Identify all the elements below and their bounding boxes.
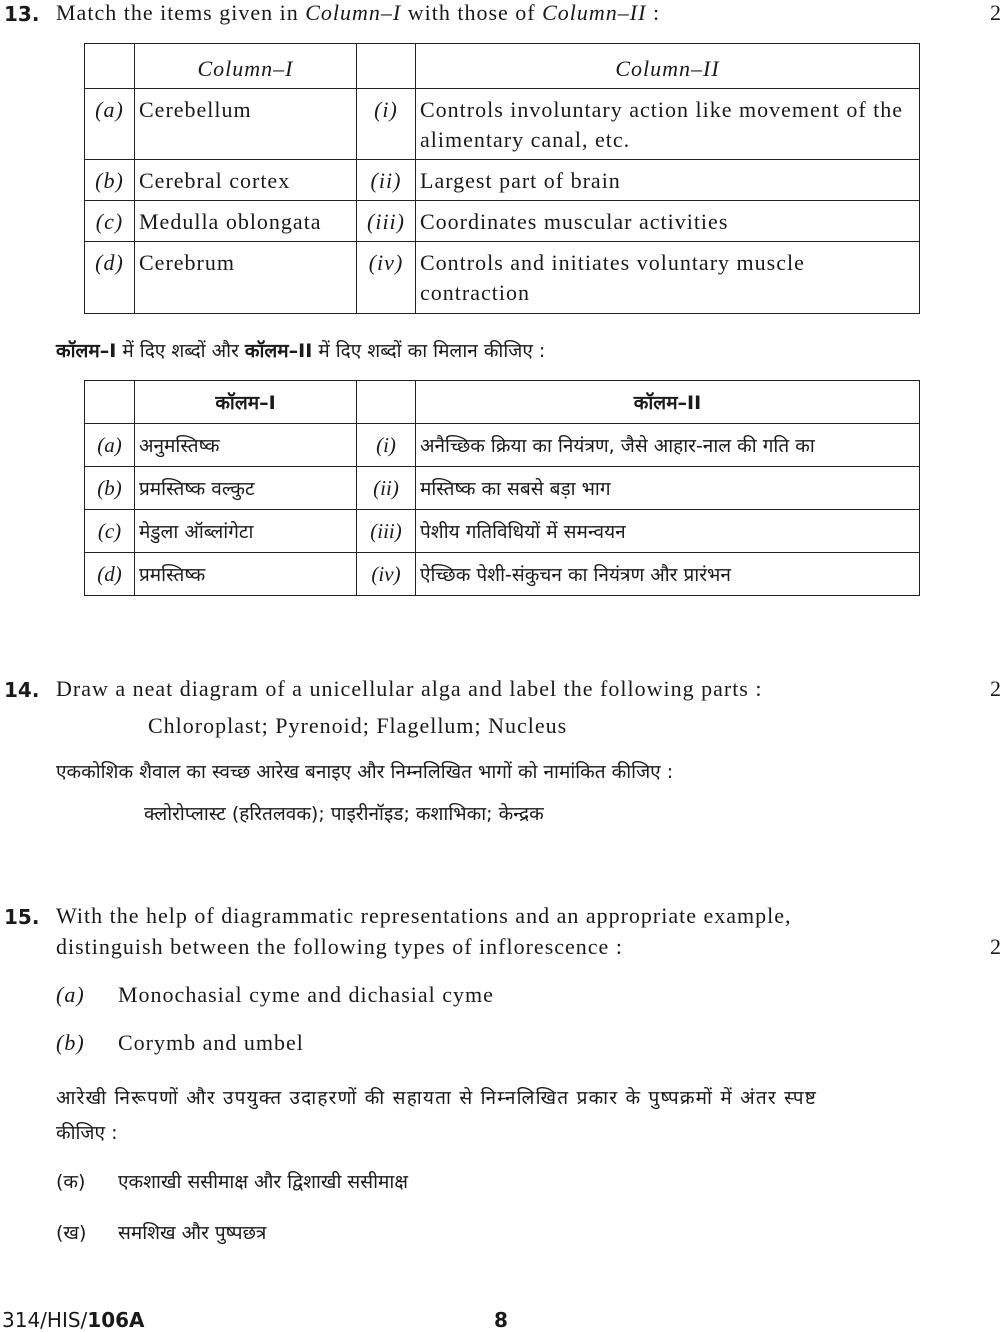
row-label: (d) — [85, 242, 135, 314]
column-2-item: ऐच्छिक पेशी-संकुचन का नियंत्रण और प्रारंभन — [416, 553, 920, 596]
hindi-prompt-col2: कॉलम–II — [244, 340, 313, 362]
column-2-item: Largest part of brain — [416, 160, 920, 201]
column-1-item: प्रमस्तिष्क — [135, 553, 357, 596]
column-1-item: अनुमस्तिष्क — [135, 424, 357, 467]
paper-code — [2, 1308, 145, 1332]
question-14-number: 14. — [4, 678, 40, 702]
row-label: (d) — [85, 553, 135, 596]
table-header-row — [85, 44, 920, 89]
column-1-item: प्रमस्तिष्क वल्कुट — [135, 467, 357, 510]
table-row — [85, 201, 920, 242]
hindi-sub-item-a-label: (क) — [56, 1171, 86, 1193]
question-15-number: 15. — [4, 905, 40, 929]
column-2-item: अनैच्छिक क्रिया का नियंत्रण, जैसे आहार-नाल की गति का — [416, 424, 920, 467]
column-1-item: Cerebellum — [135, 89, 357, 160]
hindi-prompt-col1: कॉलम–I — [56, 340, 117, 362]
hindi-sub-item-b-text: समशिख और पुष्पछत्र — [118, 1222, 267, 1244]
column-1-header: Column–I — [135, 44, 357, 89]
question-14-marks: 2 — [990, 676, 1001, 701]
question-13-marks: 2 — [990, 0, 1001, 25]
q13-prompt-end: : — [652, 0, 661, 25]
row-label: (c) — [85, 510, 135, 553]
column-2-header: Column–II — [416, 44, 920, 89]
table-row — [85, 467, 920, 510]
english-match-table — [84, 43, 920, 314]
row-label: (i) — [357, 89, 416, 160]
row-label: (ii) — [357, 160, 416, 201]
table-row — [85, 89, 920, 160]
hindi-question-13-prompt — [56, 337, 545, 363]
column-1-header: कॉलम–I — [135, 381, 357, 424]
q13-prompt-mid: with those of — [407, 0, 536, 25]
question-14-line-1: Draw a neat diagram of a unicellular alga and label the following parts : — [56, 676, 763, 701]
question-13-number: 13. — [4, 2, 40, 26]
row-label: (i) — [357, 424, 416, 467]
hindi-sub-item-a-text: एकशाखी ससीमाक्ष और द्विशाखी ससीमाक्ष — [118, 1171, 408, 1193]
question-15-line-1: With the help of diagrammatic representations and an appropriate example, — [56, 903, 792, 928]
column-1-item: Cerebrum — [135, 242, 357, 314]
page-number: 8 — [494, 1308, 508, 1332]
table-row — [85, 424, 920, 467]
column-1-item: मेडुला ऑब्लांगेटा — [135, 510, 357, 553]
hindi-question-15-line-2: कीजिए : — [56, 1122, 118, 1144]
row-label: (b) — [85, 467, 135, 510]
hindi-sub-item-b-label: (ख) — [56, 1222, 87, 1244]
sub-item-b-text: Corymb and umbel — [118, 1030, 304, 1055]
hindi-question-15-line-1: आरेखी निरूपणों और उपयुक्त उदाहरणों की सहायता से निम्नलिखित प्रकार के पुष्पक्रमों में अंतर स्पष्ट — [56, 1087, 817, 1109]
question-15-marks: 2 — [990, 934, 1001, 959]
column-2-item: पेशीय गतिविधियों में समन्वयन — [416, 510, 920, 553]
hindi-question-14-line-1: एककोशिक शैवाल का स्वच्छ आरेख बनाइए और निम्नलिखित भागों को नामांकित कीजिए : — [56, 761, 674, 783]
column-2-item: मस्तिष्क का सबसे बड़ा भाग — [416, 467, 920, 510]
table-row — [85, 510, 920, 553]
column-1-item: Cerebral cortex — [135, 160, 357, 201]
question-15-line-2: distinguish between the following types of inflorescence : — [56, 934, 623, 959]
q13-prompt-pre: Match the items given in — [56, 0, 299, 25]
sub-item-a-label: (a) — [56, 982, 85, 1007]
table-row — [85, 242, 920, 314]
column-2-item: Coordinates muscular activities — [416, 201, 920, 242]
q13-prompt-col2: Column–II — [542, 0, 647, 25]
sub-item-b-label: (b) — [56, 1030, 85, 1055]
q13-prompt-col1: Column–I — [305, 0, 402, 25]
row-label: (ii) — [357, 467, 416, 510]
paper-code-suffix: 106A — [87, 1308, 145, 1332]
row-label: (c) — [85, 201, 135, 242]
row-label: (a) — [85, 89, 135, 160]
column-2-item: Controls and initiates voluntary muscle contraction — [416, 242, 920, 314]
table-header-row — [85, 381, 920, 424]
row-label: (a) — [85, 424, 135, 467]
table-row — [85, 553, 920, 596]
row-label: (iii) — [357, 201, 416, 242]
sub-item-a-text: Monochasial cyme and dichasial cyme — [118, 982, 494, 1007]
hindi-question-14-line-2: क्लोरोप्लास्ट (हरितलवक); पाइरीनॉइड; कशाभिका; केन्द्रक — [144, 803, 544, 825]
question-14-line-2: Chloroplast; Pyrenoid; Flagellum; Nucleus — [148, 713, 568, 738]
column-1-item: Medulla oblongata — [135, 201, 357, 242]
paper-code-prefix: 314/HIS/ — [2, 1308, 88, 1332]
hindi-prompt-part1: में दिए शब्दों और — [122, 340, 239, 362]
table-row — [85, 160, 920, 201]
row-label: (iii) — [357, 510, 416, 553]
row-label: (iv) — [357, 553, 416, 596]
hindi-match-table — [84, 380, 920, 596]
question-13-prompt — [56, 0, 660, 26]
row-label: (b) — [85, 160, 135, 201]
hindi-prompt-part2: में दिए शब्दों का मिलान कीजिए : — [318, 340, 546, 362]
column-2-item: Controls involuntary action like movement of the alimentary canal, etc. — [416, 89, 920, 160]
row-label: (iv) — [357, 242, 416, 314]
column-2-header: कॉलम–II — [416, 381, 920, 424]
